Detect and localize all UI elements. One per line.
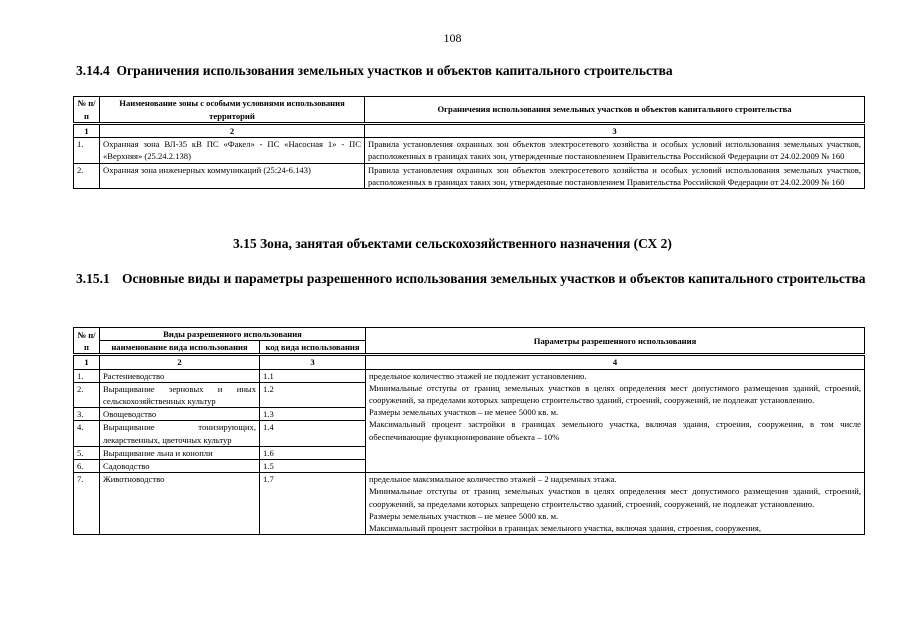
header-params: Параметры разрешенного использования bbox=[366, 328, 865, 355]
section-heading-3-15: 3.15 Зона, занятая объектами сельскохозяйственного назначения (СХ 2) bbox=[233, 236, 672, 251]
param-paragraph: Размеры земельных участков – не менее 5000 кв. м. bbox=[369, 510, 559, 521]
use-name: Растениеводство bbox=[100, 369, 260, 382]
use-name: Овощеводство bbox=[100, 408, 260, 421]
use-name: Выращивание зерновых и иных сельскохозяйственных культур bbox=[100, 382, 260, 407]
table-row bbox=[74, 163, 865, 188]
table-row bbox=[74, 369, 865, 382]
header-use-types: Виды разрешенного использования bbox=[100, 328, 366, 341]
header-use-code: код вида использования bbox=[260, 341, 366, 355]
header-num: № п/п bbox=[74, 97, 100, 124]
permitted-use-table bbox=[73, 327, 865, 535]
col-number: 4 bbox=[366, 355, 865, 369]
table-row bbox=[74, 473, 865, 535]
col-number: 3 bbox=[260, 355, 366, 369]
use-code: 1.1 bbox=[260, 369, 366, 382]
table-header-row bbox=[74, 97, 865, 124]
param-paragraph: Максимальный процент застройки в границах земельного участка, включая здания, строения, сооружения, в том числе обеспечивающие функционирование объекта – 10% bbox=[369, 419, 861, 442]
use-code: 1.3 bbox=[260, 408, 366, 421]
use-code: 1.7 bbox=[260, 473, 366, 535]
row-num: 2. bbox=[74, 382, 100, 407]
section-title: Ограничения использования земельных участков и объектов капитального строительства bbox=[116, 63, 673, 78]
use-code: 1.2 bbox=[260, 382, 366, 407]
use-name: Садоводство bbox=[100, 460, 260, 473]
header-zone: Наименование зоны с особыми условиями использования территорий bbox=[100, 97, 365, 124]
use-name: Выращивание тонизирующих, лекарственных, цветочных культур bbox=[100, 421, 260, 446]
section-title: Основные виды и параметры разрешенного использования земельных участков и объектов капитального строительства bbox=[122, 271, 866, 286]
use-name: Выращивание льна и конопли bbox=[100, 446, 260, 459]
header-use-name: наименование вида использования bbox=[100, 341, 260, 355]
row-num: 4. bbox=[74, 421, 100, 446]
zone-name: Охранная зона ВЛ-35 кВ ПС «Факел» - ПС «Насосная 1» - ПС «Верхняя» (25.24.2.138) bbox=[100, 138, 365, 163]
use-code: 1.5 bbox=[260, 460, 366, 473]
header-restrictions: Ограничения использования земельных участков и объектов капитального строительства bbox=[365, 97, 865, 124]
page-number: 108 bbox=[443, 31, 462, 45]
param-paragraph: Минимальные отступы от границ земельных участков в целях определения мест допустимого размещения зданий, строений, сооружений, за пределами которых запрещено строительство зданий, строений, сооружений, не подлежат установлению. bbox=[369, 382, 861, 406]
param-paragraph: предельное количество этажей не подлежит установлению. bbox=[369, 370, 587, 381]
col-number: 1 bbox=[74, 124, 100, 138]
section-heading-3-14-4 bbox=[76, 62, 673, 79]
section-number: 3.14.4 bbox=[76, 63, 110, 78]
use-code: 1.4 bbox=[260, 421, 366, 446]
restriction-text: Правила установления охранных зон объектов электросетевого хозяйства и особых условий использования земельных участков, расположенных в границах таких зон, утвержденные постановлением Правительства Российской Федерации от 24.02.2009 № 160 bbox=[365, 138, 865, 163]
use-name: Животноводство bbox=[100, 473, 260, 535]
row-num: 3. bbox=[74, 408, 100, 421]
zone-name: Охранная зона инженерных коммуникаций (25:24-6.143) bbox=[100, 163, 365, 188]
table-header-row bbox=[74, 328, 865, 341]
col-number: 2 bbox=[100, 355, 260, 369]
row-num: 1. bbox=[74, 369, 100, 382]
column-number-row bbox=[74, 124, 865, 138]
params-cell bbox=[366, 473, 865, 535]
row-num: 6. bbox=[74, 460, 100, 473]
col-number: 1 bbox=[74, 355, 100, 369]
restriction-text: Правила установления охранных зон объектов электросетевого хозяйства и особых условий использования земельных участков, расположенных в границах таких зон, утвержденные постановлением Правительства Российской Федерации от 24.02.2009 № 160 bbox=[365, 163, 865, 188]
param-paragraph: Минимальные отступы от границ земельных участков в целях определения мест допустимого размещения зданий, строений, сооружений, за пределами которых запрещено строительство зданий, строений, сооружений, не подлежат установлению. bbox=[369, 486, 861, 509]
section-number: 3.15.1 bbox=[76, 271, 110, 286]
param-paragraph: Максимальный процент застройки в границах земельного участка, включая здания, строения, сооружения, bbox=[369, 523, 762, 534]
param-paragraph: предельное максимальное количество этажей – 2 надземных этажа. bbox=[369, 474, 617, 485]
restrictions-table bbox=[73, 96, 865, 189]
row-num: 2. bbox=[74, 163, 100, 188]
section-heading-3-15-1 bbox=[76, 270, 876, 287]
param-paragraph: Размеры земельных участков – не менее 5000 кв. м. bbox=[369, 407, 559, 418]
col-number: 3 bbox=[365, 124, 865, 138]
row-num: 1. bbox=[74, 138, 100, 163]
table-row bbox=[74, 138, 865, 163]
column-number-row bbox=[74, 355, 865, 369]
col-number: 2 bbox=[100, 124, 365, 138]
row-num: 5. bbox=[74, 446, 100, 459]
header-num: № п/п bbox=[74, 328, 100, 355]
params-cell bbox=[366, 369, 865, 473]
use-code: 1.6 bbox=[260, 446, 366, 459]
row-num: 7. bbox=[74, 473, 100, 535]
